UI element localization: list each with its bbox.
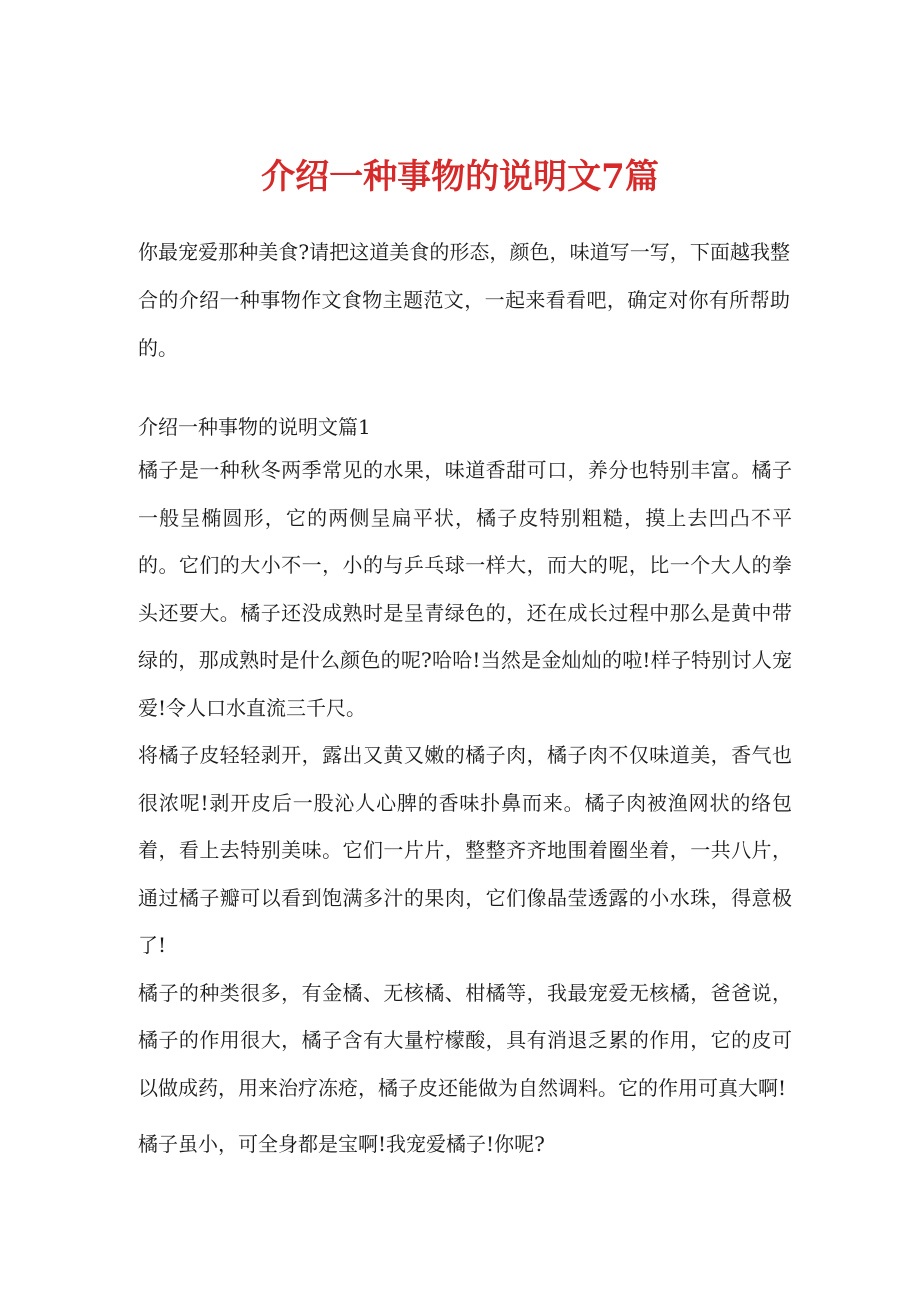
section-1	[138, 407, 792, 1112]
section-heading: 介绍一种事物的说明文篇1	[138, 415, 371, 439]
body-paragraph: 橘子的种类很多，有金橘、无核橘、柑橘等，我最宠爱无核橘，爸爸说，橘子的作用很大，橘子含有大量柠檬酸，具有消退乏累的作用，它的皮可以做成药，用来治疗冻疮，橘子皮还能做为自然调料。它的作用可真大啊!	[138, 980, 792, 1100]
body-paragraph: 橘子是一种秋冬两季常见的水果，味道香甜可口，养分也特别丰富。橘子一般呈椭圆形，它的两侧呈扁平状，橘子皮特别粗糙，摸上去凹凸不平的。它们的大小不一，小的与乒乓球一样大，而大的呢，比一个大人的拳头还要大。橘子还没成熟时是呈青绿色的，还在成长过程中那么是黄中带绿的，那成熟时是什么颜色的呢?哈哈!当然是金灿灿的啦!样子特别讨人宠爱!令人口水直流三千尺。	[138, 458, 792, 720]
body-paragraph: 将橘子皮轻轻剥开，露出又黄又嫩的橘子肉，橘子肉不仅味道美，香气也很浓呢!剥开皮后一股沁人心脾的香味扑鼻而来。橘子肉被渔网状的络包着，看上去特别美味。它们一片片，整整齐齐地围着圈坐着，一共八片，通过橘子瓣可以看到饱满多汁的果肉，它们像晶莹透露的小水珠，得意极了!	[138, 743, 792, 957]
intro-paragraph: 你最宠爱那种美食?请把这道美食的形态，颜色，味道写一写，下面越我整合的介绍一种事物作文食物主题范文，一起来看看吧，确定对你有所帮助的。	[138, 240, 790, 360]
document-title: 介绍一种事物的说明文7篇	[261, 156, 659, 197]
closing-paragraph: 橘子虽小，可全身都是宝啊!我宠爱橘子!你呢?	[138, 1132, 545, 1156]
